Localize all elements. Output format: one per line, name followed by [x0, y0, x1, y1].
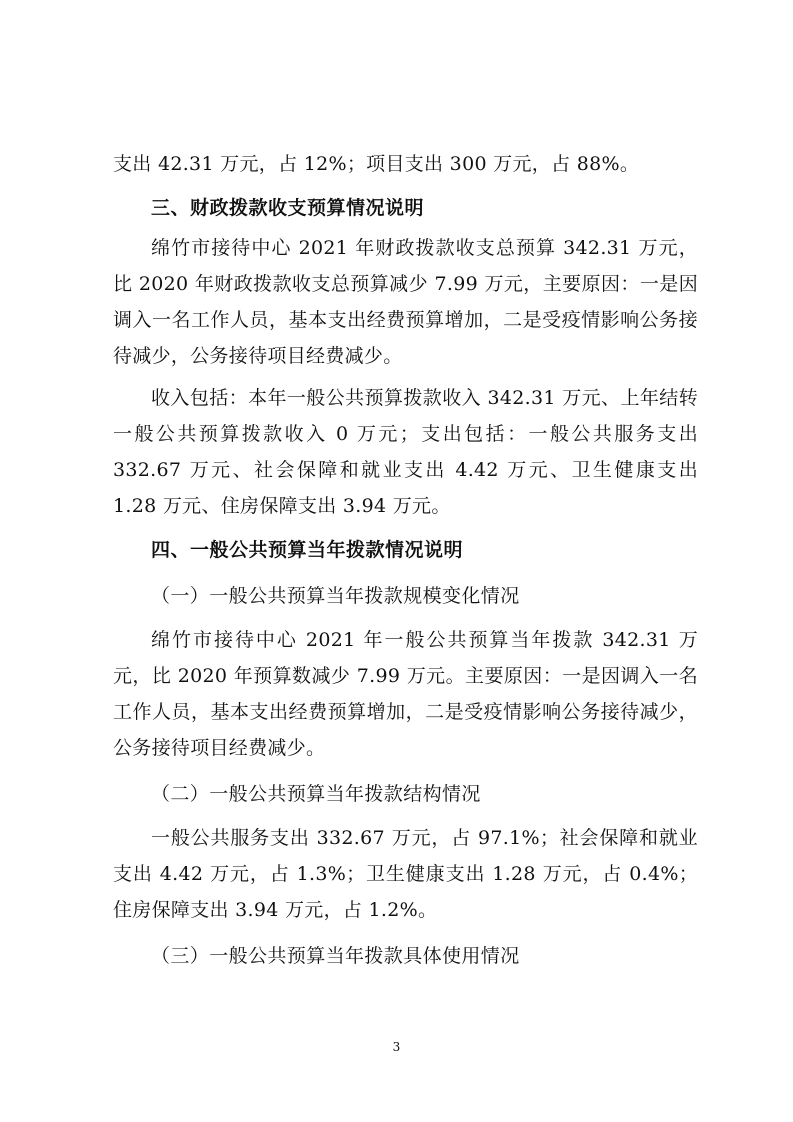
document-body — [113, 146, 698, 982]
subsection-4-2-heading: （二）一般公共预算当年拨款结构情况 — [151, 783, 481, 805]
page-number: 3 — [392, 1040, 401, 1054]
section-4-heading: 四、一般公共预算当年拨款情况说明 — [151, 539, 464, 561]
section-3-paragraph-1: 绵竹市接待中心 2021 年财政拨款收支总预算 342.31 万元，比 2020 年财政拨款收支总预算减少 7.99 万元，主要原因：一是因调入一名工作人员，基本支出经费预算增加，二是受疫情影响公务接待减少，公务接待项目经费减少。 — [113, 237, 698, 367]
section-3-paragraph-2: 收入包括：本年一般公共预算拨款收入 342.31 万元、上年结转一般公共预算拨款收入 0 万元；支出包括：一般公共服务支出 332.67 万元、社会保障和就业支出 4.42 万元、卫生健康支出 1.28 万元、住房保障支出 3.94 万元。 — [113, 387, 698, 517]
continuation-paragraph: 支出 42.31 万元，占 12%；项目支出 300 万元，占 88%。 — [113, 153, 640, 175]
subsection-4-1-heading: （一）一般公共预算当年拨款规模变化情况 — [151, 585, 520, 607]
subsection-4-3-heading: （三）一般公共预算当年拨款具体使用情况 — [151, 945, 520, 967]
section-3-heading: 三、财政拨款收支预算情况说明 — [151, 197, 425, 219]
subsection-4-2-paragraph: 一般公共服务支出 332.67 万元，占 97.1%；社会保障和就业支出 4.42 万元，占 1.3%；卫生健康支出 1.28 万元，占 0.4%；住房保障支出 3.94 万元，占 1.2%。 — [113, 827, 698, 921]
subsection-4-1-paragraph: 绵竹市接待中心 2021 年一般公共预算当年拨款 342.31 万元，比 2020 年预算数减少 7.99 万元。主要原因：一是因调入一名工作人员，基本支出经费预算增加，二是受疫情影响公务接待减少，公务接待项目经费减少。 — [113, 629, 698, 759]
